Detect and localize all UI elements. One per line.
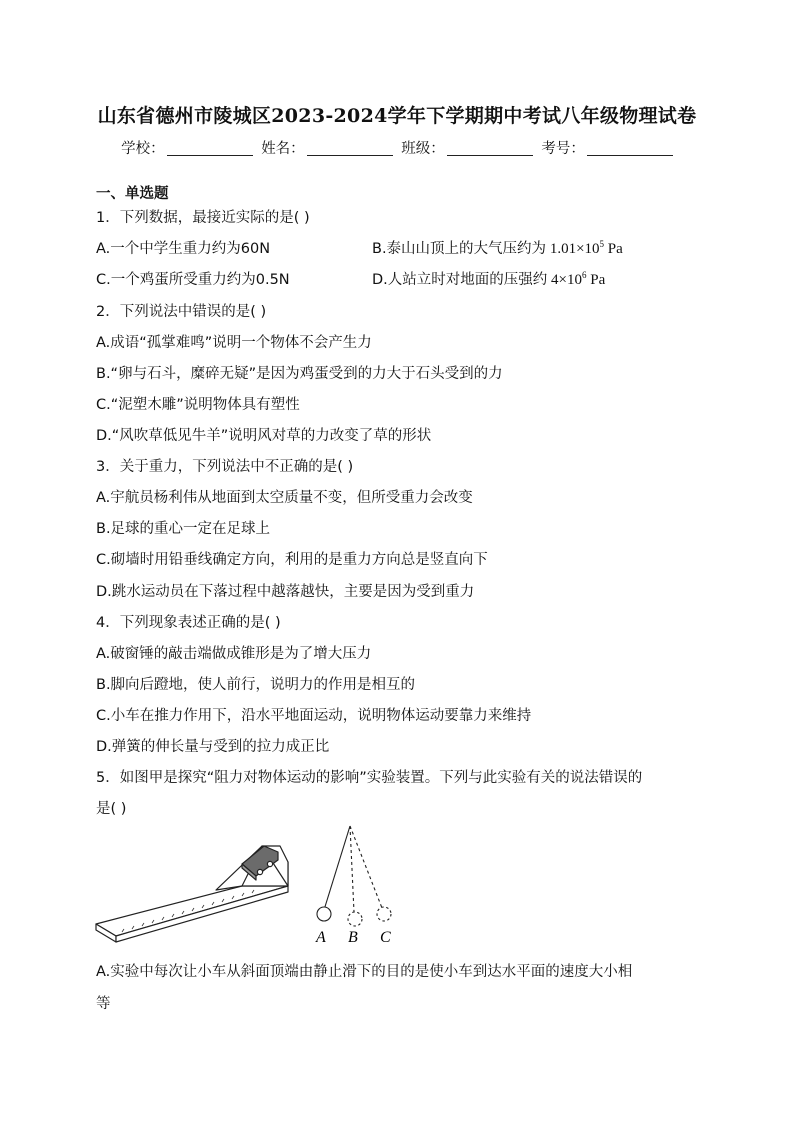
option-d-value	[547, 272, 605, 288]
question-4-option-d: D.弹簧的伸长量与受到的拉力成正比	[96, 739, 330, 755]
question-2-option-a: A.成语“孤掌难鸣”说明一个物体不会产生力	[96, 335, 372, 351]
question-5-option-a-cont: 等	[96, 996, 111, 1012]
option-b-exponent: 5	[599, 239, 605, 249]
question-1-option-a: A.一个中学生重力约为60N	[96, 241, 271, 257]
question-2-stem: 2．下列说法中错误的是( )	[96, 304, 267, 320]
pendulum-diagram	[317, 826, 391, 926]
pendulum-label-c: C	[380, 929, 391, 946]
option-b-unit: Pa	[607, 241, 623, 257]
question-5-stem-cont: 是( )	[96, 801, 127, 817]
incline-apparatus	[96, 846, 288, 942]
option-b-text: B.泰山山顶上的大气压约为	[372, 241, 547, 257]
question-1-option-c: C.一个鸡蛋所受重力约为0.5N	[96, 272, 290, 288]
option-d-unit: Pa	[590, 272, 606, 288]
option-d-exponent: 6	[582, 270, 587, 280]
question-2-option-b: B.“卵与石斗，糜碎无疑”是因为鸡蛋受到的力大于石头受到的力	[96, 366, 503, 382]
class-blank	[447, 141, 533, 156]
student-info-line	[0, 137, 794, 158]
question-4-option-c: C.小车在推力作用下，沿水平地面运动，说明物体运动要靠力来维持	[96, 708, 532, 724]
question-1-stem: 1．下列数据，最接近实际的是( )	[96, 210, 310, 226]
question-3-option-a: A.宇航员杨利伟从地面到太空质量不变，但所受重力会改变	[96, 490, 473, 506]
number-blank	[587, 141, 673, 156]
number-label: 考号：	[541, 141, 585, 157]
question-2-option-d: D.“风吹草低见牛羊”说明风对草的力改变了草的形状	[96, 428, 432, 444]
option-d-mantissa: 4×10	[551, 272, 582, 288]
option-b-mantissa: 1.01×10	[549, 241, 600, 257]
question-5-stem: 5．如图甲是探究“阻力对物体运动的影响”实验装置。下列与此实验有关的说法错误的	[96, 770, 643, 786]
class-label: 班级：	[401, 141, 445, 157]
exam-title: 山东省德州市陵城区2023-2024学年下学期期中考试八年级物理试卷	[97, 105, 697, 127]
name-blank	[307, 141, 393, 156]
option-d-text: D.人站立时对地面的压强约	[372, 272, 548, 288]
question-4-option-b: B.脚向后蹬地，使人前行，说明力的作用是相互的	[96, 677, 416, 693]
question-3-option-c: C.砌墙时用铅垂线确定方向，利用的是重力方向总是竖直向下	[96, 552, 488, 568]
question-5-option-a: A.实验中每次让小车从斜面顶端由静止滑下的目的是使小车到达水平面的速度大小相	[96, 964, 633, 980]
pendulum-label-b: B	[348, 929, 358, 946]
name-label: 姓名：	[261, 141, 305, 157]
school-field	[121, 137, 253, 158]
pendulum-label-a: A	[316, 929, 326, 946]
question-3-stem: 3．关于重力，下列说法中不正确的是( )	[96, 459, 354, 475]
class-field	[401, 137, 533, 158]
option-b-value	[546, 241, 623, 257]
experiment-figure	[92, 824, 422, 949]
number-field	[541, 137, 673, 158]
school-label: 学校：	[121, 141, 165, 157]
question-4-stem: 4．下列现象表述正确的是( )	[96, 615, 281, 631]
question-2-option-c: C.“泥塑木雕”说明物体具有塑性	[96, 397, 300, 413]
section-heading: 一、单选题	[96, 186, 169, 202]
question-3-option-d: D.跳水运动员在下落过程中越落越快，主要是因为受到重力	[96, 584, 475, 600]
question-3-option-b: B.足球的重心一定在足球上	[96, 521, 271, 537]
question-1-option-b	[372, 237, 623, 258]
question-1-option-d	[372, 268, 605, 289]
name-field	[261, 137, 393, 158]
school-blank	[167, 141, 253, 156]
question-4-option-a: A.破窗锤的敲击端做成锥形是为了增大压力	[96, 646, 372, 662]
